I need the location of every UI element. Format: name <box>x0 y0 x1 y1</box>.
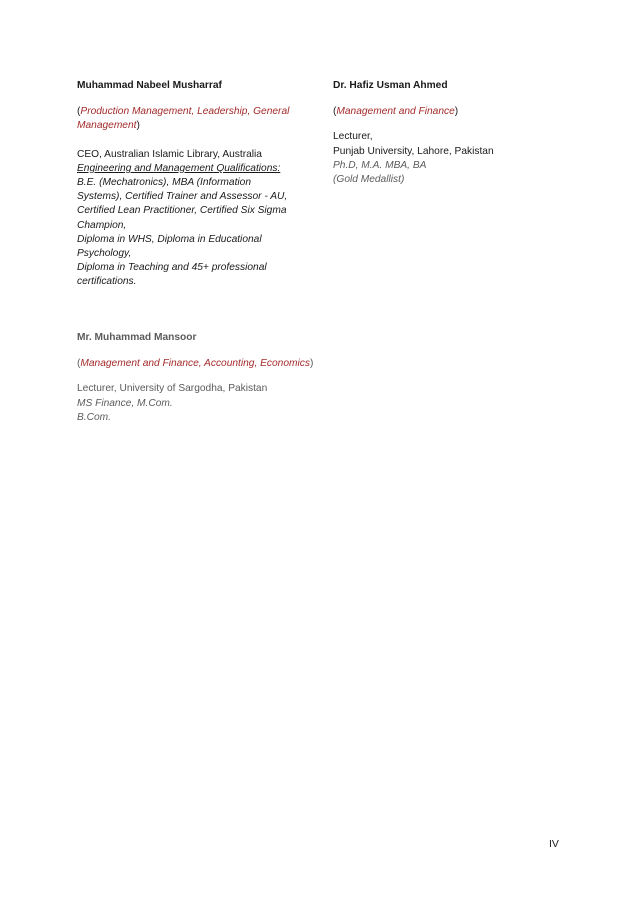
qualification-line: Diploma in WHS, Diploma in Educational <box>77 233 262 245</box>
qualification-line: Champion, <box>77 219 127 231</box>
qualification-line: B.E. (Mechatronics), MBA (Information <box>77 177 251 189</box>
name-mansoor: Mr. Muhammad Mansoor <box>77 332 197 343</box>
qualifications-ahmed-line2: (Gold Medallist) <box>333 174 405 186</box>
profile-mansoor <box>77 331 377 425</box>
page-number: IV <box>549 838 559 850</box>
role-ahmed: Lecturer, <box>333 131 373 143</box>
role-ahmed-line2: Punjab University, Lahore, Pakistan <box>333 145 494 157</box>
role-mansoor: Lecturer, University of Sargodha, Pakistan <box>77 383 268 395</box>
specialization-ahmed: (Management and Finance) <box>333 106 459 118</box>
qualifications-heading: Engineering and Management Qualifications: <box>77 162 281 174</box>
profile-ahmed <box>333 79 573 187</box>
name-ahmed: Dr. Hafiz Usman Ahmed <box>333 80 448 91</box>
role-musharraf: CEO, Australian Islamic Library, Australia <box>77 148 262 160</box>
profile-musharraf: Muhammad Nabeel Musharraf (Production Management, Leadership, General Management) CEO, Australian Islamic Library, Australia Engineering and Management Qualifications: B.E. (Mechatronics), MBA (Information Systems), Certified Trainer and Assessor - AU, Certified Lean Practitioner, Certified Six Sigma Champion, Diploma in WHS, Diploma in Educational Psychology, Diploma in Teaching and 45+ professional certifications. <box>77 79 322 290</box>
name-musharraf: Muhammad Nabeel Musharraf <box>77 80 222 91</box>
qualification-line: Systems), Certified Trainer and Assessor - AU, <box>77 191 288 203</box>
qualification-line: certifications. <box>77 276 137 288</box>
qualifications-mansoor: MS Finance, M.Com. <box>77 397 173 409</box>
specialization-musharraf: (Production Management, Leadership, General <box>77 106 290 118</box>
qualification-line: Diploma in Teaching and 45+ professional <box>77 262 267 274</box>
qualification-line: Certified Lean Practitioner, Certified Six Sigma <box>77 205 287 217</box>
specialization-mansoor: (Management and Finance, Accounting, Economics) <box>77 358 314 370</box>
qualifications-mansoor-line2: B.Com. <box>77 411 111 423</box>
qualification-line: Psychology, <box>77 248 132 260</box>
qualifications-ahmed: Ph.D, M.A. MBA, BA <box>333 159 427 171</box>
